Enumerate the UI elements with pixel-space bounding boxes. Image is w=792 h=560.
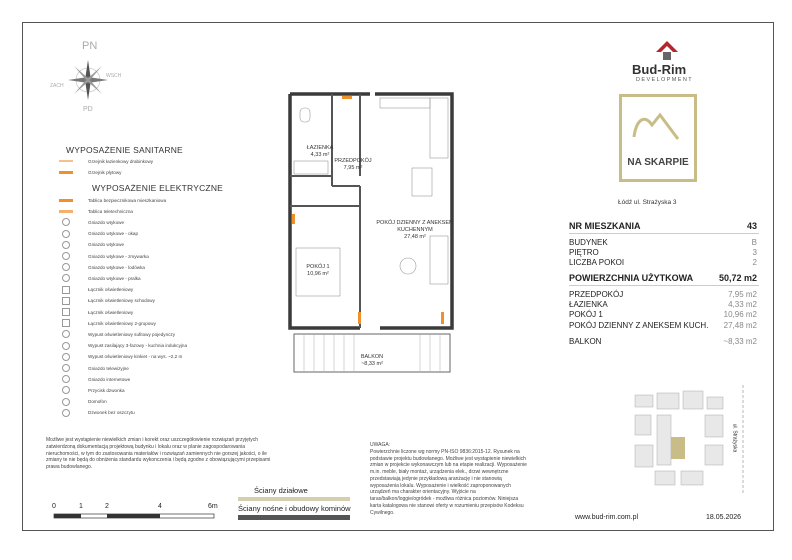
area-label: POWIERZCHNIA UŻYTKOWA (569, 273, 694, 283)
scale-tick-6: 6m (208, 503, 218, 510)
area-row-label-2: ŁAZIENKA (569, 300, 608, 310)
scale-tick-2: 2 (105, 503, 109, 510)
mountain-icon (622, 103, 694, 149)
brand-name: Bud-Rim (632, 62, 687, 77)
socket-fridge-icon (58, 263, 74, 271)
bell-button-icon (58, 386, 74, 394)
website-url: www.bud-rim.com.pl (575, 514, 639, 521)
radiator-ladder-icon (58, 157, 74, 165)
building-value: B (751, 238, 757, 247)
compass-west: ZACH (50, 83, 64, 89)
area-value: 50,72 m2 (718, 273, 757, 283)
floor-value: 3 (752, 248, 757, 257)
intercom-icon (58, 398, 74, 406)
socket-washer-icon (58, 274, 74, 282)
switch-icon (58, 308, 74, 316)
scale-bar (50, 500, 230, 530)
site-plan (625, 385, 755, 495)
tv-socket-icon (58, 364, 74, 372)
room-hall: PRZEDPOKÓJ 7,95 m² (334, 158, 372, 171)
project-logo (619, 94, 697, 182)
scale-tick-1: 1 (79, 503, 83, 510)
room-1: POKÓJ 1 10,96 m² (306, 264, 330, 277)
switch-icon (58, 286, 74, 294)
room-living: POKÓJ DZIENNY Z ANEKSEM KUCHENNYM 27,48 m² (376, 220, 454, 240)
area-row-label-4: POKÓJ DZIENNY Z ANEKSEM KUCH. (569, 320, 709, 330)
rooms-label: LICZBA POKOI (569, 258, 625, 267)
load-wall-swatch (238, 515, 350, 520)
sheet-date: 18.05.2026 (706, 514, 742, 521)
compass-rose (50, 40, 128, 113)
project-address: Łódź ul. Strażyska 3 (618, 199, 677, 206)
notes-block (370, 442, 530, 516)
ceiling-light-icon (58, 330, 74, 338)
balcony-value: ~8,33 m2 (723, 337, 757, 346)
balcony-label: BALKON (569, 337, 602, 346)
brand-logo (644, 38, 694, 62)
compass-south: PD (83, 106, 93, 113)
doorbell-icon (58, 409, 74, 417)
bud-rim-logo-icon (652, 38, 682, 62)
wall-legend (238, 484, 350, 520)
divider-1 (569, 233, 759, 234)
area-row-value-1: 7,95 m2 (728, 290, 757, 299)
switch-2group-icon (58, 319, 74, 327)
room-bathroom: ŁAZIENKA 4,33 m² (306, 145, 334, 158)
area-row-value-3: 10,96 m2 (723, 310, 757, 320)
socket-dishwasher-icon (58, 252, 74, 260)
socket-icon (58, 241, 74, 249)
compass-east: WSCH (106, 73, 122, 79)
partition-wall-label: Ściany działowe (254, 486, 308, 495)
scale-tick-0: 0 (52, 503, 56, 510)
project-name: NA SKARPIE (627, 157, 689, 168)
fuse-board-icon (58, 196, 74, 204)
street-label: ul. Strażyska (731, 423, 738, 453)
area-row-label-3: POKÓJ 1 (569, 310, 603, 320)
telecom-board-icon (58, 207, 74, 215)
room-balcony: BALKON ~8,33 m² (360, 354, 384, 367)
building-label: BUDYNEK (569, 238, 608, 247)
load-wall-label: Ściany nośne i obudowy kominów (238, 504, 351, 513)
wall-light-icon (58, 353, 74, 361)
internet-socket-icon (58, 375, 74, 383)
rooms-value: 2 (752, 258, 757, 267)
area-row-label-1: PRZEDPOKÓJ (569, 290, 624, 299)
notes-text: Powierzchnie liczone wg normy PN-ISO 9836:2015-12. Rysunek na podstawie projektu budowlanego. Możliwe jest wystąpienie niewielkich zmian w projekcie wykonawczym lub na etapie realizacji. Wyposażenie m.in. meble, biały montaż, urządzenia elek., drzwi wewnętrzne przedstawiają jedynie przykładową aranżację i nie stanowią wyposażenia lokalu. Wyposażenie i wielkość zaproponowanych urządzeń ma charakter orientacyjny. Wyjście na taras/balkon/loggie/ogródek - możliwa różnica poziomów. Niniejsza karta katalogowa nie stanowi oferty w rozumieniu przepisów Kodeksu Cywilnego. (370, 448, 527, 516)
switch-stair-icon (58, 297, 74, 305)
3phase-outlet-icon (58, 342, 74, 350)
electrical-title: WYPOSAŻENIE ELEKTRYCZNE (92, 183, 224, 193)
radiator-panel-icon (58, 168, 74, 176)
compass-north: PN (82, 40, 98, 52)
floor-label: PIĘTRO (569, 248, 599, 257)
sanitary-title: WYPOSAŻENIE SANITARNE (66, 145, 183, 155)
apt-no-value: 43 (746, 221, 757, 231)
apt-no-label: NR MIESZKANIA (569, 221, 641, 231)
partition-wall-swatch (238, 497, 350, 501)
brand-sub: DEVELOPMENT (636, 77, 693, 83)
notes-title: UWAGA: (370, 442, 391, 448)
divider-2 (569, 285, 759, 286)
disclaimer-text: Możliwe jest wystąpienie niewielkich zmian i korekt oraz uszczegółowienie rozwiązań przyjętych zatwierdzoną dokumentacją projektową budynku i lokalu oraz w planie zagospodarowania nieruchomości, w tym do zastosowania materiałów i rozwiązań zamiennych nie gorszej jakości, o ile zmiany te nie będą do obniżenia standardu wykonczenia i będą zgodne z obowiązującymi przepisami prawa budowlanego. (46, 437, 271, 470)
area-row-value-2: 4,33 m2 (728, 300, 757, 310)
area-row-value-4: 27,48 m2 (723, 320, 757, 330)
scale-tick-4: 4 (158, 503, 162, 510)
socket-icon (58, 218, 74, 226)
socket-hood-icon (58, 230, 74, 238)
